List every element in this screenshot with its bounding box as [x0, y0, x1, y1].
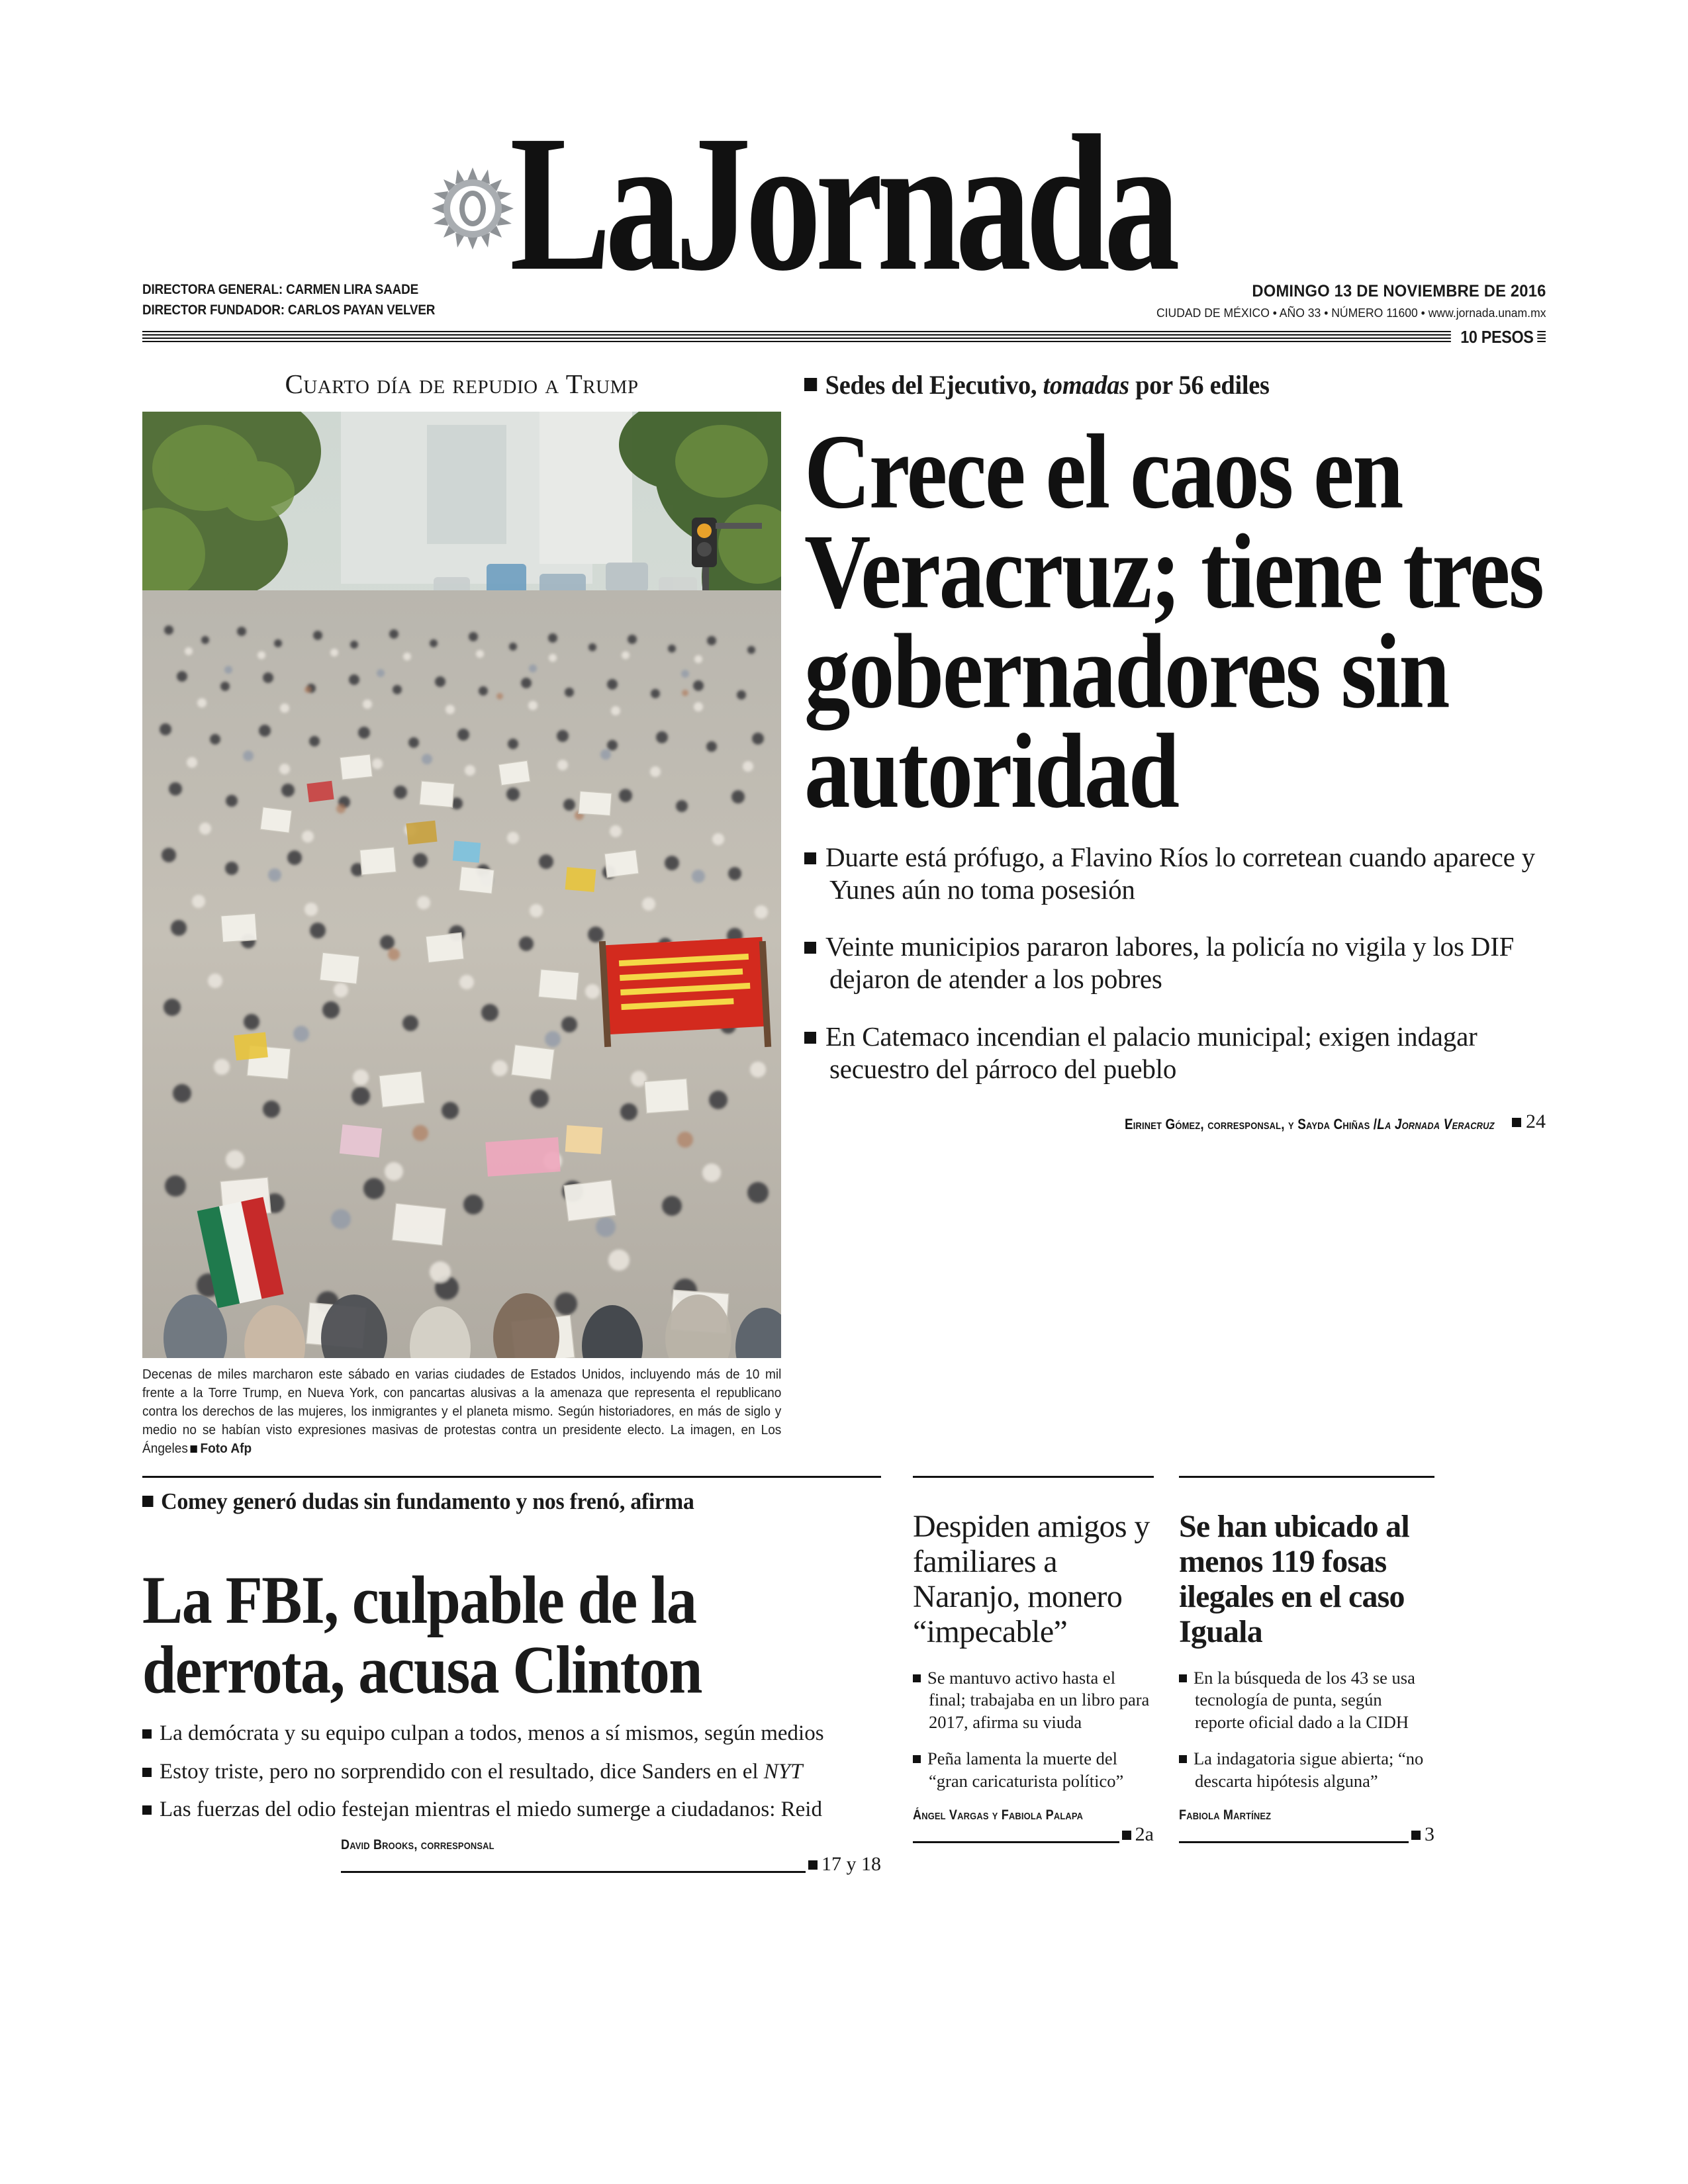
iguala-bullet-2 [1179, 1748, 1434, 1792]
photo-credit: Foto Afp [200, 1440, 252, 1456]
director-general: DIRECTORA GENERAL: CARMEN LIRA SAADE [142, 282, 419, 298]
masthead-title: LaJornada [509, 95, 1174, 312]
fbi-bullet-1-text: La demócrata y su equipo culpan a todos, menos a sí mismos, según medios [160, 1721, 824, 1746]
fbi-bullets [142, 1720, 881, 1823]
naranjo-bullet-1 [913, 1667, 1154, 1734]
naranjo-byline: Ángel Vargas y Fabiola Palapa [913, 1807, 1084, 1823]
lead-bullet-3 [804, 1021, 1546, 1085]
price-rule-tail [1537, 331, 1546, 344]
lead-kicker-pre: Sedes del Ejecutivo, [825, 370, 1037, 400]
iguala-page-ref[interactable] [1409, 1823, 1434, 1846]
fbi-bullet-2-italic: NYT [763, 1759, 803, 1784]
iguala-headline: Se han ubicado al menos 119 fosas ilegales en el caso Iguala [1179, 1509, 1409, 1649]
lead-story-column [781, 361, 1546, 1457]
lead-byline-row [804, 1111, 1546, 1133]
photo-story-kicker-text: Cuarto día de repudio a Trump [285, 369, 639, 399]
iguala-bullet-1-text: En la búsqueda de los 43 se usa tecnología de punta, según reporte oficial dado a la CIDH [1194, 1667, 1415, 1732]
lead-bullet-3-text: En Catemaco incendian el palacio municipal; exigen indagar secuestro del párroco del pueblo [825, 1021, 1477, 1084]
fbi-bullet-1 [142, 1720, 881, 1747]
main-content-grid [142, 361, 1546, 1457]
story-iguala [1167, 1476, 1434, 1873]
naranjo-bullet-2-text: Peña lamenta la muerte del “gran caricaturista político” [927, 1749, 1124, 1792]
iguala-bullets [1179, 1667, 1434, 1793]
lead-kicker-post: por 56 ediles [1135, 370, 1270, 400]
date-block [1136, 282, 1546, 320]
price-label: 10 PESOS [1460, 327, 1534, 347]
iguala-page-number: 3 [1425, 1823, 1434, 1845]
fbi-kicker-text: Comey generó dudas sin fundamento y nos frenó, afirma [161, 1488, 694, 1515]
fbi-bullet-2-text: Estoy triste, pero no sorprendido con el resultado, dice Sanders en el [160, 1759, 764, 1784]
lead-story-kicker [804, 361, 1516, 404]
iguala-byline-rule [1179, 1823, 1434, 1843]
fbi-bullet-3-text: Las fuerzas del odio festejan mientras el miedo sumerge a ciudadanos: Reid [160, 1797, 822, 1821]
fbi-byline-rule [341, 1853, 881, 1876]
square-bullet-icon [142, 1729, 152, 1739]
lead-page-ref[interactable] [1512, 1111, 1546, 1133]
section-rule [913, 1476, 1154, 1478]
fbi-bullet-2 [142, 1758, 881, 1785]
lead-bullet-2-text: Veinte municipios pararon labores, la policía no vigila y los DIF dejaron de atender a los pobres [825, 931, 1515, 995]
square-bullet-icon [804, 942, 816, 954]
lead-page-number: 24 [1526, 1110, 1546, 1132]
photo-story-column [142, 361, 781, 1457]
square-bullet-icon [913, 1674, 921, 1682]
lead-byline-source: La Jornada Veracruz [1377, 1115, 1495, 1132]
square-bullet-icon [191, 1445, 197, 1453]
lead-headline: Crece el caos en Veracruz; tiene tres gobernadores sin autoridad [804, 412, 1543, 831]
fbi-headline: La FBI, culpable de la derrota, acusa Clinton [142, 1562, 702, 1707]
editorial-credits [142, 280, 435, 320]
square-bullet-icon [142, 1496, 153, 1507]
lead-bullet-1-text: Duarte está prófugo, a Flavino Ríos lo corretean cuando aparece y Yunes aún no toma posesión [825, 841, 1535, 905]
lead-bullet-1 [804, 841, 1546, 906]
lead-bullet-2 [804, 931, 1546, 995]
naranjo-page-ref[interactable] [1119, 1823, 1154, 1846]
fbi-page-number: 17 y 18 [821, 1853, 881, 1876]
photo-caption [142, 1358, 781, 1457]
director-fundador: DIRECTOR FUNDADOR: CARLOS PAYAN VELVER [142, 302, 436, 318]
story-fbi-clinton [142, 1476, 904, 1876]
naranjo-headline: Despiden amigos y familiares a Naranjo, monero “impecable” [913, 1509, 1150, 1649]
lead-story-bullets [804, 841, 1546, 1085]
square-bullet-icon [1122, 1831, 1131, 1840]
photo-story-kicker [142, 361, 781, 412]
fbi-page-ref[interactable] [806, 1853, 881, 1876]
lead-byline-pre: Eirinet Gómez, corresponsal, y Sayda Chiñas / [1125, 1115, 1378, 1132]
sun-gear-logo-icon [430, 166, 515, 251]
section-rule [142, 1476, 881, 1478]
square-bullet-icon [804, 1032, 816, 1044]
masthead-rule [142, 327, 1546, 349]
square-bullet-icon [142, 1768, 152, 1777]
naranjo-page-number: 2a [1135, 1823, 1154, 1845]
iguala-bullet-2-text: La indagatoria sigue abierta; “no descarta hipótesis alguna” [1194, 1749, 1424, 1792]
naranjo-bullet-1-text: Se mantuvo activo hasta el final; trabajaba en un libro para 2017, afirma su viuda [927, 1667, 1150, 1732]
square-bullet-icon [1512, 1118, 1521, 1127]
square-bullet-icon [913, 1755, 921, 1763]
price-badge [1451, 327, 1546, 347]
square-bullet-icon [1411, 1831, 1421, 1840]
protest-photo [142, 412, 781, 1358]
story-naranjo [904, 1476, 1167, 1873]
issue-date: DOMINGO 13 DE NOVIEMBRE DE 2016 [1251, 282, 1546, 300]
square-bullet-icon [142, 1805, 152, 1815]
fbi-bullet-3 [142, 1796, 881, 1823]
section-rule [1179, 1476, 1434, 1478]
fbi-byline: David Brooks, corresponsal [341, 1837, 494, 1853]
square-bullet-icon [1179, 1674, 1187, 1682]
lead-kicker-italic: tomadas [1037, 370, 1136, 400]
fbi-byline-block [341, 1837, 881, 1876]
naranjo-bullet-2 [913, 1748, 1154, 1792]
fbi-kicker [142, 1488, 859, 1515]
lead-byline [1125, 1116, 1495, 1133]
iguala-byline: Fabiola Martínez [1179, 1807, 1272, 1823]
square-bullet-icon [1179, 1755, 1187, 1763]
naranjo-bullets [913, 1667, 1154, 1793]
edition-line: CIUDAD DE MÉXICO • AÑO 33 • NÚMERO 11600 • www.jornada.unam.mx [1156, 306, 1546, 320]
square-bullet-icon [804, 378, 817, 391]
fbi-footer [142, 1837, 881, 1876]
naranjo-byline-rule [913, 1823, 1154, 1843]
photo-caption-text: Decenas de miles marcharon este sábado en varias ciudades de Estados Unidos, incluyendo más de 10 mil frente a la Torre Trump, en Nueva York, con pancartas alusivas a la amenaza que representa el republicano contra los derechos de las mujeres, los inmigrantes y el planeta mismo. Según historiadores, en más de siglo y medio no se habían visto expresiones masivas de protestas contra un presidente electo. La imagen, en Los Ángeles [142, 1367, 782, 1456]
square-bullet-icon [808, 1860, 818, 1870]
bottom-stories [142, 1476, 1546, 1876]
iguala-byline-block [1179, 1807, 1434, 1843]
rule-lines [142, 331, 1546, 342]
iguala-bullet-1 [1179, 1667, 1434, 1734]
naranjo-byline-block [913, 1807, 1154, 1843]
square-bullet-icon [804, 852, 816, 864]
